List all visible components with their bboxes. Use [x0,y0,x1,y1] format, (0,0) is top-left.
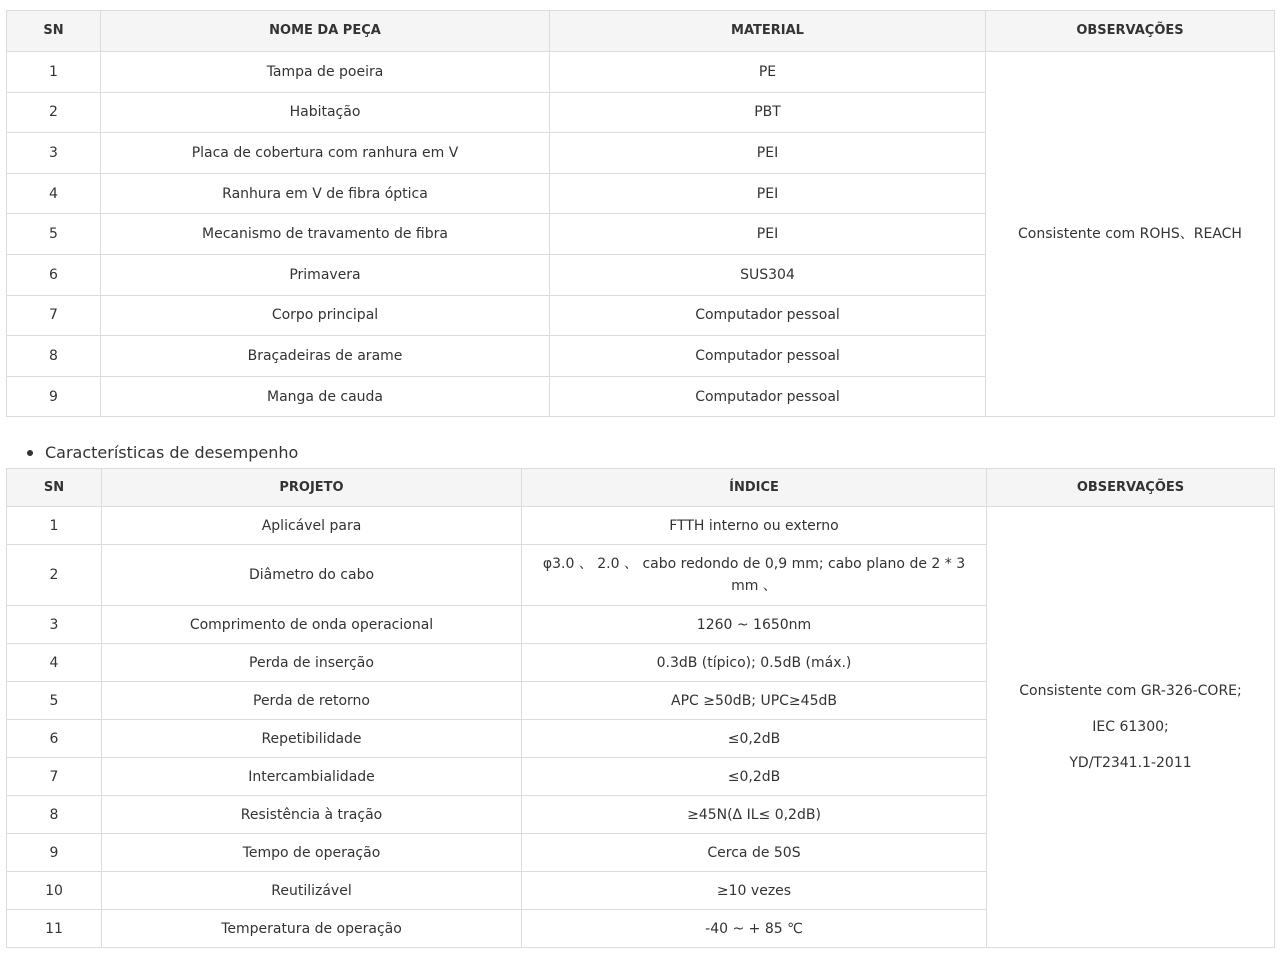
cell-sn: 8 [7,796,102,834]
cell-sn: 7 [7,295,101,336]
cell-remarks: Consistente com ROHS、REACH [986,52,1275,417]
cell-project: Diâmetro do cabo [102,545,522,606]
cell-sn: 5 [7,214,101,255]
cell-sn: 7 [7,758,102,796]
cell-project: Tempo de operação [102,834,522,872]
cell-sn: 6 [7,720,102,758]
remarks-line: Consistente com GR-326-CORE; [1019,683,1242,699]
cell-material: SUS304 [550,254,986,295]
cell-sn: 9 [7,376,101,417]
cell-sn: 2 [7,545,102,606]
cell-remarks [987,507,1275,948]
cell-sn: 6 [7,254,101,295]
cell-part-name: Habitação [101,92,550,133]
cell-part-name: Tampa de poeira [101,52,550,93]
cell-project: Perda de inserção [102,644,522,682]
remarks-line: YD/T2341.1-2011 [1069,755,1192,771]
cell-index: ≤0,2dB [522,758,987,796]
cell-part-name: Primavera [101,254,550,295]
cell-project: Resistência à tração [102,796,522,834]
cell-part-name: Placa de cobertura com ranhura em V [101,133,550,174]
column-header-sn: SN [7,469,102,507]
cell-index: FTTH interno ou externo [522,507,987,545]
table-row [7,52,1275,93]
cell-sn: 9 [7,834,102,872]
cell-index: ≥10 vezes [522,872,987,910]
cell-index: ≥45N(Δ IL≤ 0,2dB) [522,796,987,834]
remarks-line: IEC 61300; [1092,719,1169,735]
section-heading-text: Características de desempenho [45,443,299,462]
cell-index: Cerca de 50S [522,834,987,872]
cell-sn: 11 [7,910,102,948]
column-header-project: PROJETO [102,469,522,507]
cell-sn: 4 [7,173,101,214]
cell-project: Perda de retorno [102,682,522,720]
cell-index: φ3.0 、 2.0 、 cabo redondo de 0,9 mm; cabo plano de 2 * 3 mm 、 [522,545,987,606]
column-header-remarks: OBSERVAÇÕES [986,11,1275,52]
cell-index: 0.3dB (típico); 0.5dB (máx.) [522,644,987,682]
materials-table [6,10,1275,417]
bullet-icon [27,450,33,456]
performance-table [6,468,1275,948]
cell-sn: 3 [7,606,102,644]
column-header-remarks: OBSERVAÇÕES [987,469,1275,507]
table-header-row [7,469,1275,507]
cell-sn: 1 [7,52,101,93]
cell-project: Temperatura de operação [102,910,522,948]
section-heading-list [27,441,298,465]
cell-index: ≤0,2dB [522,720,987,758]
cell-sn: 8 [7,336,101,377]
cell-project: Intercambialidade [102,758,522,796]
cell-part-name: Ranhura em V de fibra óptica [101,173,550,214]
cell-project: Reutilizável [102,872,522,910]
cell-sn: 10 [7,872,102,910]
cell-project: Comprimento de onda operacional [102,606,522,644]
table-row [7,507,1275,545]
section-heading [27,441,298,465]
cell-sn: 2 [7,92,101,133]
column-header-index: ÍNDICE [522,469,987,507]
column-header-material: MATERIAL [550,11,986,52]
cell-sn: 3 [7,133,101,174]
cell-project: Repetibilidade [102,720,522,758]
cell-sn: 1 [7,507,102,545]
cell-material: PBT [550,92,986,133]
cell-index: -40 ~ + 85 ℃ [522,910,987,948]
cell-sn: 5 [7,682,102,720]
table-header-row [7,11,1275,52]
cell-part-name: Corpo principal [101,295,550,336]
cell-material: Computador pessoal [550,376,986,417]
cell-material: PEI [550,214,986,255]
cell-part-name: Braçadeiras de arame [101,336,550,377]
cell-index: 1260 ~ 1650nm [522,606,987,644]
cell-index: APC ≥50dB; UPC≥45dB [522,682,987,720]
cell-part-name: Mecanismo de travamento de fibra [101,214,550,255]
column-header-part-name: NOME DA PEÇA [101,11,550,52]
cell-material: PEI [550,133,986,174]
cell-material: PE [550,52,986,93]
cell-part-name: Manga de cauda [101,376,550,417]
cell-material: Computador pessoal [550,336,986,377]
cell-sn: 4 [7,644,102,682]
cell-material: PEI [550,173,986,214]
cell-material: Computador pessoal [550,295,986,336]
column-header-sn: SN [7,11,101,52]
cell-project: Aplicável para [102,507,522,545]
